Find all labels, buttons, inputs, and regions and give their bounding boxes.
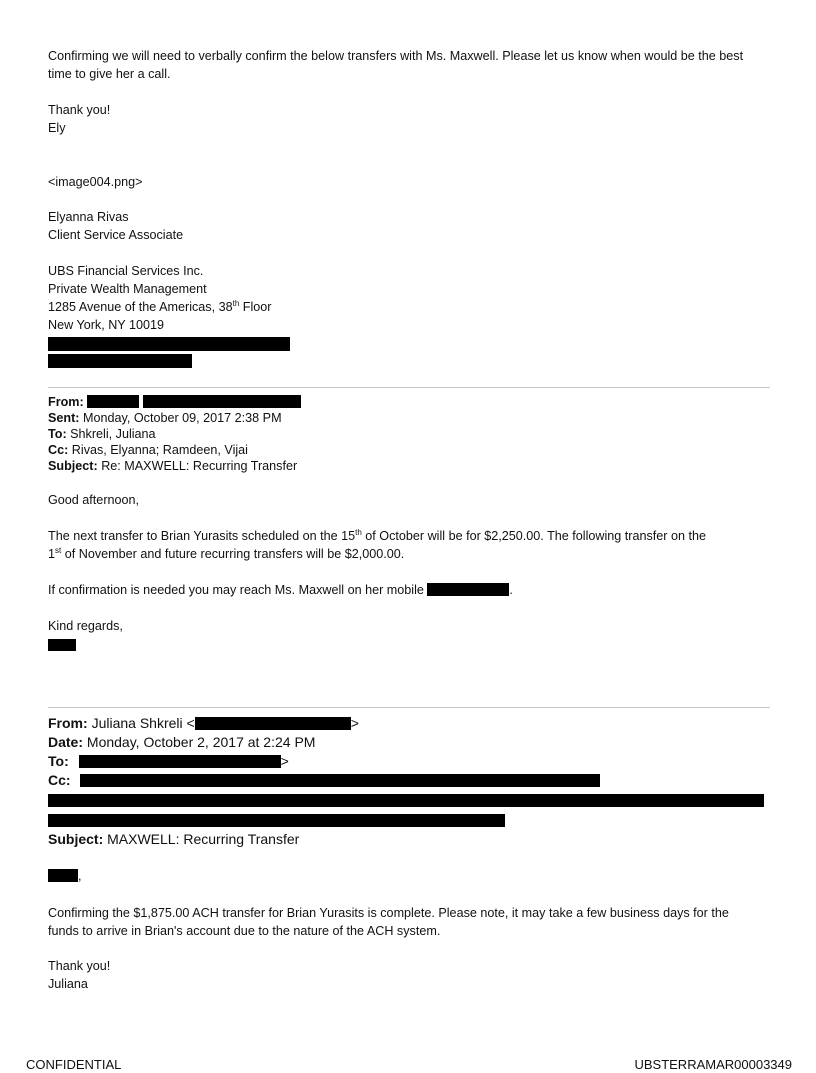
email1-paragraph2: If confirmation is needed you may reach Ms. Maxwell on her mobile . xyxy=(48,583,513,597)
separator xyxy=(48,707,770,708)
redaction-block xyxy=(195,717,351,730)
redaction-block xyxy=(143,395,301,408)
signature-address: 1285 Avenue of the Americas, 38th Floor xyxy=(48,299,272,314)
signature-name: Elyanna Rivas xyxy=(48,210,129,224)
redaction-block xyxy=(87,395,139,408)
email1-paragraph-line2: 1st of November and future recurring transfers will be $2,000.00. xyxy=(48,546,405,561)
email1-to: To: Shkreli, Juliana xyxy=(48,427,156,441)
email1-from: From: xyxy=(48,394,301,410)
redaction-block xyxy=(48,639,76,651)
intro-name: Ely xyxy=(48,121,66,135)
footer-confidential: CONFIDENTIAL xyxy=(26,1057,122,1072)
email2-name: Juliana xyxy=(48,977,88,991)
email2-to: To: > xyxy=(48,753,289,769)
email1-sent: Sent: Monday, October 09, 2017 2:38 PM xyxy=(48,411,282,425)
email1-greeting: Good afternoon, xyxy=(48,493,140,507)
signature-city: New York, NY 10019 xyxy=(48,318,164,332)
signature-title: Client Service Associate xyxy=(48,228,184,242)
separator xyxy=(48,387,770,388)
signature-company: UBS Financial Services Inc. xyxy=(48,264,204,278)
email2-from: From: Juliana Shkreli < > xyxy=(48,715,359,731)
redaction-block xyxy=(48,354,192,368)
signature-division: Private Wealth Management xyxy=(48,282,207,296)
email2-greeting: , xyxy=(48,868,82,884)
email1-paragraph-line1: The next transfer to Brian Yurasits scheduled on the 15th of October will be for $2,250.00. The following transfer on the xyxy=(48,528,706,543)
intro-thanks: Thank you! xyxy=(48,103,111,117)
email1-cc: Cc: Rivas, Elyanna; Ramdeen, Vijai xyxy=(48,443,248,457)
email2-thanks: Thank you! xyxy=(48,959,111,973)
redaction-block xyxy=(48,794,764,807)
email2-body: Confirming the $1,875.00 ACH transfer for Brian Yurasits is complete. Please note, it may take a few business days for the funds to arrive in Brian's account due to the nature of the ACH system. xyxy=(48,906,729,938)
email2-subject: Subject: MAXWELL: Recurring Transfer xyxy=(48,831,300,847)
redaction-block xyxy=(48,814,505,827)
email1-subject: Subject: Re: MAXWELL: Recurring Transfer xyxy=(48,459,298,473)
redaction-block xyxy=(48,337,290,351)
email2-cc: Cc: xyxy=(48,772,600,788)
redaction-block xyxy=(427,583,509,596)
email2-date: Date: Monday, October 2, 2017 at 2:24 PM xyxy=(48,734,316,750)
redaction-block xyxy=(48,869,78,882)
redaction-block xyxy=(80,774,600,787)
intro-paragraph: Confirming we will need to verbally confirm the below transfers with Ms. Maxwell. Please let us know when would be the best time to give her a call. xyxy=(48,49,744,81)
redaction-block xyxy=(79,755,281,768)
email1-closing: Kind regards, xyxy=(48,619,123,633)
image-reference: <image004.png> xyxy=(48,175,143,189)
footer-bates-number: UBSTERRAMAR00003349 xyxy=(634,1057,792,1072)
